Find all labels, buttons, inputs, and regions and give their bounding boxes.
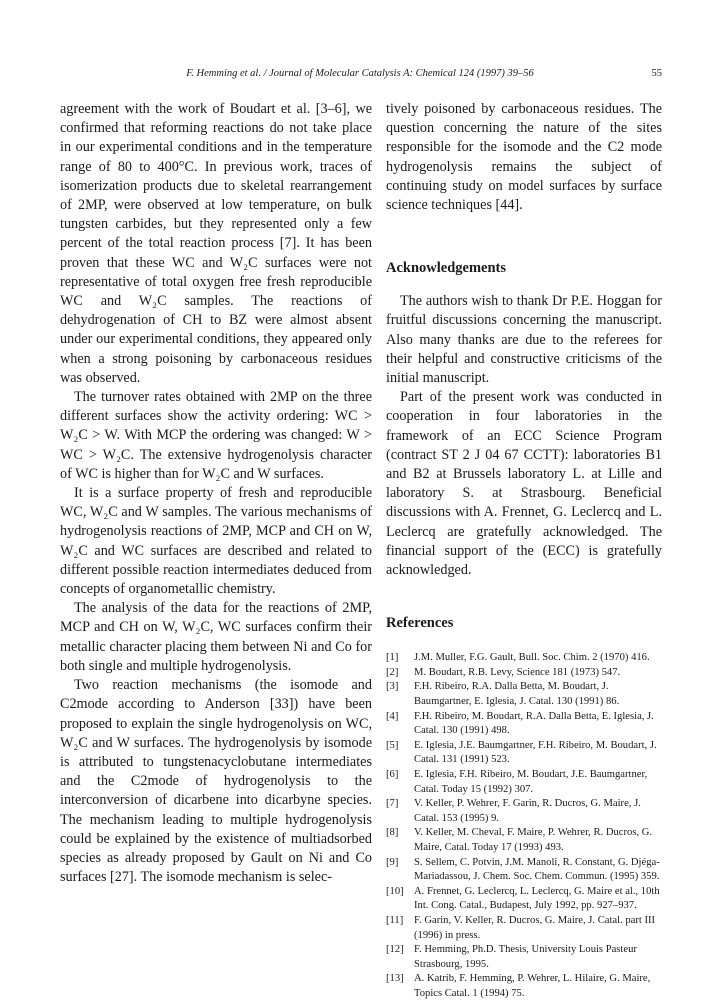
reference-text: M. Boudart, R.B. Levy, Science 181 (1973) 547.: [414, 666, 621, 678]
reference-number: [10]: [386, 885, 404, 897]
reference-number: [13]: [386, 973, 404, 985]
reference-number: [3]: [386, 681, 399, 693]
reference-text: S. Sellem, C. Potvin, J.M. Manoli, R. Constant, G. Djéga-Mariadassou, J. Chem. Soc. Chem. Commun. (1995) 359.: [414, 856, 660, 883]
left-column: [60, 100, 372, 887]
reference-text: F. Hemming, Ph.D. Thesis, University Louis Pasteur Strasbourg, 1995.: [414, 944, 637, 970]
reference-text: V. Keller, M. Cheval, F. Maire, P. Wehrer, R. Ducros, G. Maire, Catal. Today 17 (1993) 493.: [414, 827, 653, 853]
journal-citation: F. Hemming et al. / Journal of Molecular Catalysis A: Chemical 124 (1997) 39–56: [186, 68, 534, 79]
references-heading: References: [386, 615, 454, 632]
reference-item: [386, 666, 662, 681]
reference-text: J.M. Muller, F.G. Gault, Bull. Soc. Chim. 2 (1970) 416.: [414, 652, 650, 664]
reference-number: [8]: [386, 827, 399, 839]
acknowledgements-paragraph: The authors wish to thank Dr P.E. Hoggan for fruitful discussions concerning the manuscript. Also many thanks are due to the referees for their helpful and constructive criticisms of the initial manuscript.: [386, 293, 662, 387]
reference-item: [386, 856, 662, 885]
reference-text: A. Frennet, G. Leclercq, L. Leclercq, G. Maire et al., 10th Int. Cong. Catal., Budapest, July 1992, pp. 927–937.: [414, 885, 660, 912]
reference-item: [386, 972, 662, 1001]
reference-item: [386, 826, 662, 855]
body-paragraph: agreement with the work of Boudart et al. [3–6], we confirmed that reforming reactions do not take place in our experimental conditions and in the temperature range of 80 to 400°C. In previous work, traces of isomerization products due to skeletal rearrangement of 2MP, were observed at low temperature, on bulk tungsten carbides, but they represented only a few percent of the total reaction process [7]. It has been proven that these WC and W₂C surfaces were not representative of total oxygen free fresh reproducible WC and W₂C samples. The reactions of dehydrogenation of CH to BZ were almost absent under our experimental conditions, they appeared only when a strong poisoning by carbonaceous residues was observed.: [60, 101, 372, 386]
reference-item: [386, 768, 662, 797]
reference-number: [1]: [386, 652, 399, 664]
body-paragraph: tively poisoned by carbonaceous residues. The question concerning the nature of the sites responsible for the isomode and the C2 mode hydrogenolysis remains the subject of continuing study on model surfaces by surface science techniques [44].: [386, 101, 662, 214]
page-number: 55: [651, 68, 662, 79]
reference-text: F. Garin, V. Keller, R. Ducros, G. Maire, J. Catal. part III (1996) in press.: [414, 914, 656, 941]
body-paragraph: It is a surface property of fresh and reproducible WC, W₂C and W samples. The various mechanisms of hydrogenolysis reactions of 2MP, MCP and CH on W, W₂C and WC surfaces are described and related to different possible reaction intermediates deduced from concepts of organometallic chemistry.: [60, 485, 372, 598]
body-paragraph: The turnover rates obtained with 2MP on the three different surfaces show the activity ordering: WC > W₂C > W. With MCP the ordering was changed: W > WC > W₂C. The extensive hydrogenolysis character of WC is higher than for W₂C and W surfaces.: [60, 389, 372, 482]
acknowledgements-heading: Acknowledgements: [386, 260, 507, 277]
reference-number: [7]: [386, 798, 399, 810]
reference-text: E. Iglesia, J.E. Baumgartner, F.H. Ribeiro, M. Boudart, J. Catal. 131 (1991) 523.: [414, 739, 657, 766]
reference-item: [386, 797, 662, 826]
reference-number: [2]: [386, 666, 399, 678]
reference-item: [386, 651, 662, 666]
reference-item: [386, 943, 662, 972]
acknowledgements-paragraph: Part of the present work was conducted in cooperation in four laboratories in the framework of an ECC Science Program (contract ST 2 J 04 67 CCTT): laboratories B1 and B2 at Brussels laboratory L. at Lille and laboratory S. at Strasbourg. Beneficial discussions with A. Frennet, G. Leclercq and L. Leclercq are gratefully acknowledged. The financial support of the (ECC) is gratefully acknowledged.: [386, 389, 662, 579]
reference-text: F.H. Ribeiro, M. Boudart, R.A. Dalla Betta, E. Iglesia, J. Catal. 130 (1991) 498.: [414, 710, 654, 737]
reference-item: [386, 914, 662, 943]
body-paragraph: The analysis of the data for the reactions of 2MP, MCP and CH on W, W₂C, WC surfaces confirm their metallic character placing them between Ni and Co for both single and multiple hydrogenolysis.: [60, 600, 372, 674]
reference-number: [11]: [386, 914, 404, 926]
reference-number: [6]: [386, 769, 399, 781]
reference-item: [386, 710, 662, 739]
reference-text: V. Keller, P. Wehrer, F. Garin, R. Ducros, G. Maire, J. Catal. 153 (1995) 9.: [414, 798, 641, 824]
reference-number: [5]: [386, 739, 399, 751]
reference-text: E. Iglesia, F.H. Ribeiro, M. Boudart, J.E. Baumgartner, Catal. Today 15 (1992) 307.: [414, 769, 648, 795]
reference-item: [386, 680, 662, 709]
reference-text: F.H. Ribeiro, R.A. Dalla Betta, M. Boudart, J. Baumgartner, E. Iglesia, J. Catal. 130 (1991) 86.: [414, 681, 620, 708]
right-column: [386, 100, 662, 1002]
reference-text: A. Katrib, F. Hemming, P. Wehrer, L. Hilaire, G. Maire, Topics Catal. 1 (1994) 75.: [414, 973, 651, 999]
reference-number: [9]: [386, 856, 399, 868]
reference-item: [386, 885, 662, 914]
body-paragraph: Two reaction mechanisms (the isomode and C2mode according to Anderson [33]) have been proposed to explain the single hydrogenolysis on WC, W₂C and W surfaces. The hydrogenolysis by isomode is attributed to tungstenacyclobutane intermediates and the C2mode of hydrogenolysis to the interconversion of dicarbene into dicarbyne species. The mechanism leading to multiple hydrogenolysis could be explained by the existence of multiadsorbed species as already proposed by Gault on Ni and Co surfaces [27]. The isomode mechanism is selec-: [60, 677, 372, 886]
reference-item: [386, 739, 662, 768]
running-header: [0, 68, 720, 84]
reference-number: [4]: [386, 710, 399, 722]
reference-number: [12]: [386, 944, 404, 956]
reference-list: [386, 651, 662, 1001]
